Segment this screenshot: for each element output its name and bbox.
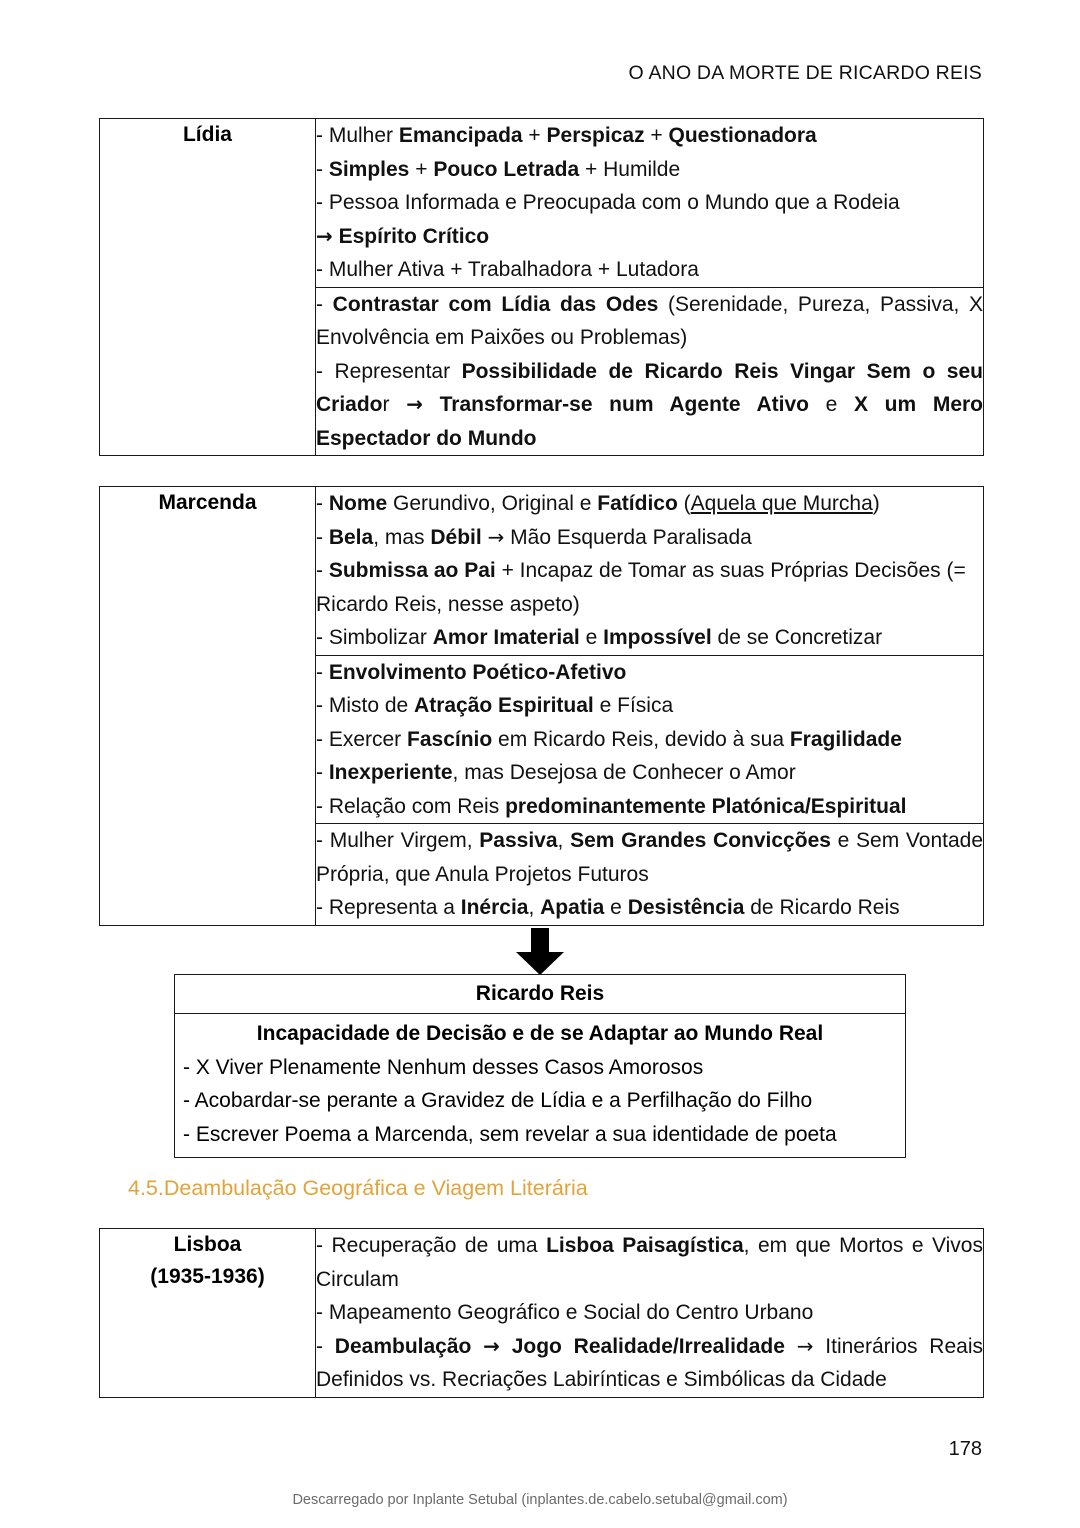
box-ricardo-reis <box>174 974 906 1158</box>
table-marcenda <box>99 486 984 926</box>
right-arrow-glyph: → <box>796 1333 814 1358</box>
list-item: - Inexperiente, mas Desejosa de Conhecer o Amor <box>316 761 796 784</box>
list-item: - Mulher Virgem, Passiva, Sem Grandes Convicções e Sem Vontade Própria, que Anula Projetos Futuros <box>316 829 983 886</box>
cell-marcenda-relationship <box>316 655 984 824</box>
list-item: - Misto de Atração Espiritual e Física <box>316 694 674 717</box>
list-item: - Nome Gerundivo, Original e Fatídico (Aquela que Murcha) <box>316 492 880 515</box>
section-heading-4-5: 4.5.Deambulação Geográfica e Viagem Literária <box>128 1176 588 1200</box>
list-item: - Deambulação → Jogo Realidade/Irrealidade → Itinerários Reais Definidos vs. Recriações Labirínticas e Simbólicas da Cidade <box>316 1333 983 1391</box>
row-label-lisboa-years: (1935-1936) <box>150 1264 265 1288</box>
cell-lidia-traits <box>316 119 984 288</box>
footer-download-note: Descarregado por Inplante Setubal (inplantes.de.cabelo.setubal@gmail.com) <box>292 1492 788 1508</box>
running-header-title: O ANO DA MORTE DE RICARDO REIS <box>628 62 982 84</box>
box-subtitle: Incapacidade de Decisão e de se Adaptar ao Mundo Real <box>256 1022 824 1045</box>
list-item: - Submissa ao Pai + Incapaz de Tomar as suas Próprias Decisões (= Ricardo Reis, nesse aspeto) <box>316 559 966 616</box>
cell-lidia-contrast <box>316 287 984 456</box>
row-label-lisboa-name: Lisboa <box>173 1233 242 1256</box>
table-row <box>100 487 984 656</box>
table-lidia <box>99 118 984 456</box>
list-item: - Envolvimento Poético-Afetivo <box>316 660 627 684</box>
list-item: - Mulher Ativa + Trabalhadora + Lutadora <box>316 258 699 281</box>
list-item: - Simples + Pouco Letrada + Humilde <box>316 157 681 181</box>
list-item: - Contrastar com Lídia das Odes (Serenidade, Pureza, Passiva, X Envolvência em Paixões ou Problemas) <box>316 292 983 349</box>
table-row <box>100 1229 984 1398</box>
table-row <box>100 119 984 288</box>
cell-marcenda-passivity <box>316 824 984 926</box>
page-number: 178 <box>948 1438 982 1460</box>
row-label-lisboa <box>100 1229 316 1398</box>
box-title: Ricardo Reis <box>175 975 905 1014</box>
row-label-lidia: Lídia <box>100 119 316 456</box>
list-item: → Espírito Crítico <box>316 223 490 248</box>
right-arrow-glyph: → <box>406 392 423 416</box>
list-item: - Simbolizar Amor Imaterial e Impossível de se Concretizar <box>316 626 883 649</box>
list-item: - Pessoa Informada e Preocupada com o Mundo que a Rodeia <box>316 191 900 214</box>
list-item: - Relação com Reis predominantemente Platónica/Espiritual <box>316 794 907 818</box>
list-item: - Escrever Poema a Marcenda, sem revelar a sua identidade de poeta <box>183 1122 837 1146</box>
list-item: - Exercer Fascínio em Ricardo Reis, devido à sua Fragilidade <box>316 727 902 751</box>
list-item: - Bela, mas Débil → Mão Esquerda Paralisada <box>316 524 752 549</box>
list-item: - Representar Possibilidade de Ricardo Reis Vingar Sem o seu Criador → Transformar-se num Agente Ativo e X um Mero Espectador do Mundo <box>316 359 983 450</box>
list-item: - Mapeamento Geográfico e Social do Centro Urbano <box>316 1301 814 1324</box>
list-item: - X Viver Plenamente Nenhum desses Casos Amorosos <box>183 1055 704 1079</box>
cell-marcenda-identity <box>316 487 984 656</box>
list-item: - Acobardar-se perante a Gravidez de Lídia e a Perfilhação do Filho <box>183 1089 813 1112</box>
row-label-marcenda: Marcenda <box>100 487 316 926</box>
list-item: - Recuperação de uma Lisboa Paisagística, em que Mortos e Vivos Circulam <box>316 1234 983 1291</box>
right-arrow-glyph: → <box>483 1333 500 1358</box>
table-lisboa <box>99 1228 984 1398</box>
cell-lisboa-content <box>316 1229 984 1398</box>
box-body <box>175 1014 905 1157</box>
list-item: - Representa a Inércia, Apatia e Desistência de Ricardo Reis <box>316 896 900 919</box>
right-arrow-glyph: → <box>487 524 505 549</box>
down-arrow-icon <box>507 928 573 976</box>
right-arrow-glyph: → <box>316 223 333 248</box>
list-item: - Mulher Emancipada + Perspicaz + Questionadora <box>316 124 817 147</box>
